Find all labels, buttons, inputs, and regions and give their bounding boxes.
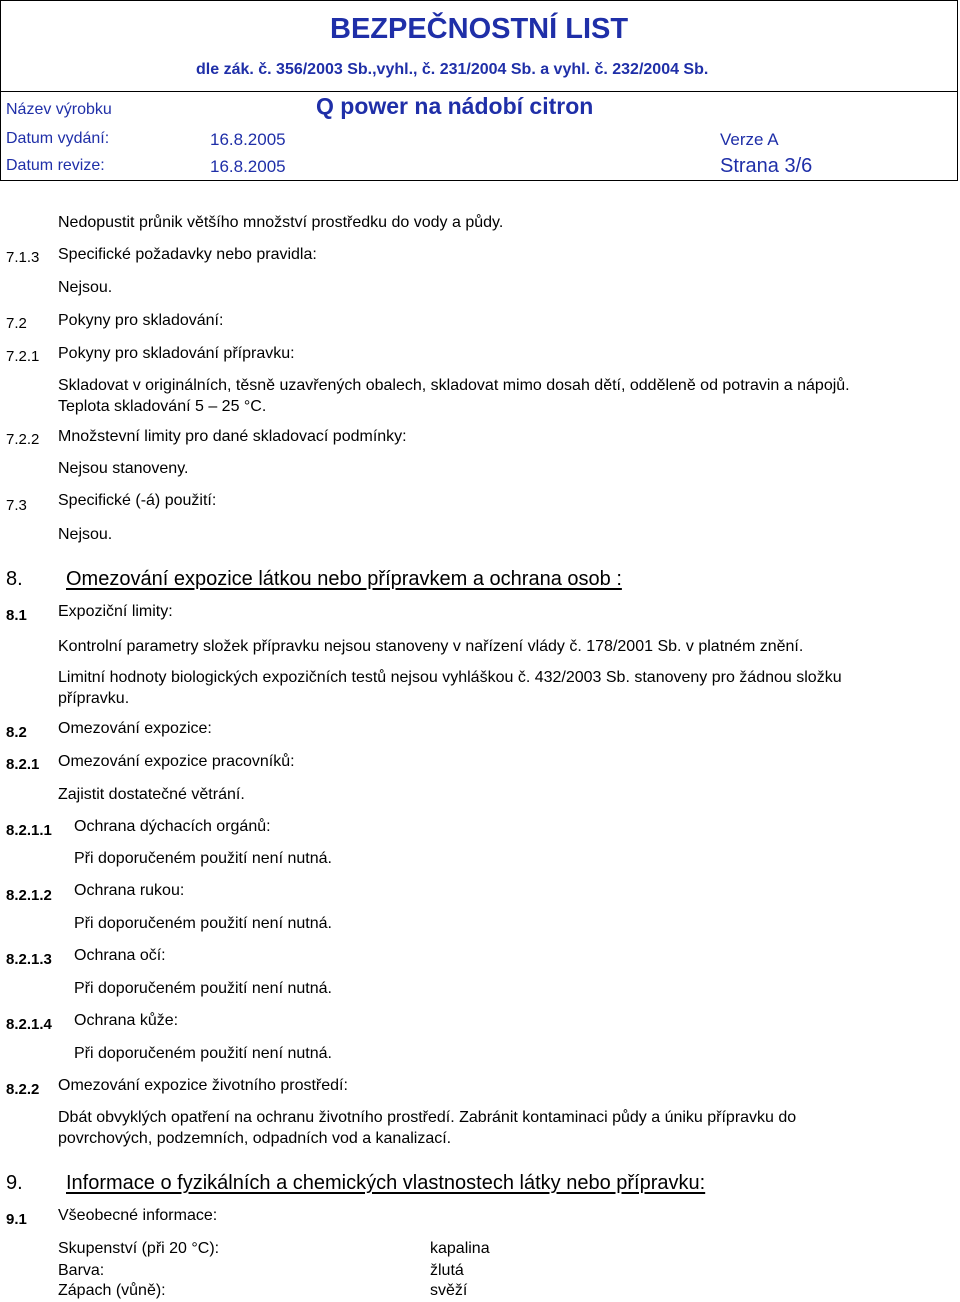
section-number: 8.2.2 xyxy=(6,1081,40,1098)
section-number: 7.2.2 xyxy=(6,431,40,448)
section-number: 7.2 xyxy=(6,315,27,332)
paragraph: přípravku. xyxy=(58,690,130,707)
property-label: Barva: xyxy=(58,1262,105,1279)
property-value: žlutá xyxy=(430,1262,464,1279)
section-heading: Specifické požadavky nebo pravidla: xyxy=(58,246,317,263)
paragraph: Zajistit dostatečné větrání. xyxy=(58,786,245,803)
section-number: 7.3 xyxy=(6,497,27,514)
issue-date: 16.8.2005 xyxy=(210,130,286,149)
paragraph: Nedopustit průnik většího množství prostředku do vody a půdy. xyxy=(58,214,504,231)
section-heading: Omezování expozice životního prostředí: xyxy=(58,1077,348,1094)
property-label: Skupenství (při 20 °C): xyxy=(58,1240,220,1257)
paragraph: Při doporučeném použití není nutná. xyxy=(74,850,332,867)
property-value: svěží xyxy=(430,1282,468,1299)
section-heading: Ochrana očí: xyxy=(74,947,166,964)
paragraph: Nejsou stanoveny. xyxy=(58,460,189,477)
product-name: Q power na nádobí citron xyxy=(316,93,594,119)
document-subtitle: dle zák. č. 356/2003 Sb.,vyhl., č. 231/2004 Sb. a vyhl. č. 232/2004 Sb. xyxy=(196,61,709,78)
paragraph: Kontrolní parametry složek přípravku nejsou stanoveny v nařízení vlády č. 178/2001 Sb. v platném znění. xyxy=(58,638,804,655)
revision-date: 16.8.2005 xyxy=(210,157,286,176)
section-heading: Omezování expozice pracovníků: xyxy=(58,753,295,770)
section-number: 7.2.1 xyxy=(6,348,40,365)
section-heading: Expoziční limity: xyxy=(58,603,173,620)
section-number: 8.1 xyxy=(6,607,27,624)
section-number: 8.2 xyxy=(6,724,27,741)
section-heading: Ochrana rukou: xyxy=(74,882,185,899)
paragraph: Skladovat v originálních, těsně uzavřených obalech, skladovat mimo dosah dětí, odděleně od potravin a nápojů. xyxy=(58,377,850,394)
property-label: Zápach (vůně): xyxy=(58,1282,166,1299)
paragraph: povrchových, podzemních, odpadních vod a kanalizací. xyxy=(58,1130,452,1147)
issue-date-label: Datum vydání: xyxy=(6,130,110,147)
section-heading: Ochrana dýchacích orgánů: xyxy=(74,818,271,835)
section-number: 9.1 xyxy=(6,1211,27,1228)
chapter-heading: Omezování expozice látkou nebo přípravkem a ochrana osob : xyxy=(66,568,622,590)
header-divider xyxy=(0,91,958,92)
section-number: 8.2.1.2 xyxy=(6,887,52,904)
section-number: 8.2.1 xyxy=(6,756,40,773)
section-number: 7.1.3 xyxy=(6,249,40,266)
paragraph: Teplota skladování 5 – 25 °C. xyxy=(58,398,267,415)
section-number: 8.2.1.1 xyxy=(6,822,52,839)
chapter-number: 8. xyxy=(6,568,23,590)
paragraph: Nejsou. xyxy=(58,526,113,543)
property-value: kapalina xyxy=(430,1240,490,1257)
paragraph: Při doporučeném použití není nutná. xyxy=(74,1045,332,1062)
paragraph: Dbát obvyklých opatření na ochranu životního prostředí. Zabránit kontaminaci půdy a úniku přípravku do xyxy=(58,1109,797,1126)
product-label: Název výrobku xyxy=(6,101,112,118)
revision-date-label: Datum revize: xyxy=(6,157,105,174)
section-heading: Množstevní limity pro dané skladovací podmínky: xyxy=(58,428,407,445)
page-number: Strana 3/6 xyxy=(720,155,813,177)
paragraph: Při doporučeném použití není nutná. xyxy=(74,980,332,997)
chapter-heading: Informace o fyzikálních a chemických vlastnostech látky nebo přípravku: xyxy=(66,1172,706,1194)
document-title: BEZPEČNOSTNÍ LIST xyxy=(330,13,629,45)
section-number: 8.2.1.4 xyxy=(6,1016,52,1033)
chapter-number: 9. xyxy=(6,1172,23,1194)
paragraph: Nejsou. xyxy=(58,279,113,296)
section-heading: Pokyny pro skladování: xyxy=(58,312,224,329)
paragraph: Při doporučeném použití není nutná. xyxy=(74,915,332,932)
section-number: 8.2.1.3 xyxy=(6,951,52,968)
section-heading: Ochrana kůže: xyxy=(74,1012,179,1029)
section-heading: Pokyny pro skladování přípravku: xyxy=(58,345,295,362)
section-heading: Všeobecné informace: xyxy=(58,1207,218,1224)
version: Verze A xyxy=(720,130,779,149)
section-heading: Specifické (-á) použití: xyxy=(58,492,217,509)
paragraph: Limitní hodnoty biologických expozičních testů nejsou vyhláškou č. 432/2003 Sb. stanoveny pro žádnou složku xyxy=(58,669,842,686)
section-heading: Omezování expozice: xyxy=(58,720,212,737)
